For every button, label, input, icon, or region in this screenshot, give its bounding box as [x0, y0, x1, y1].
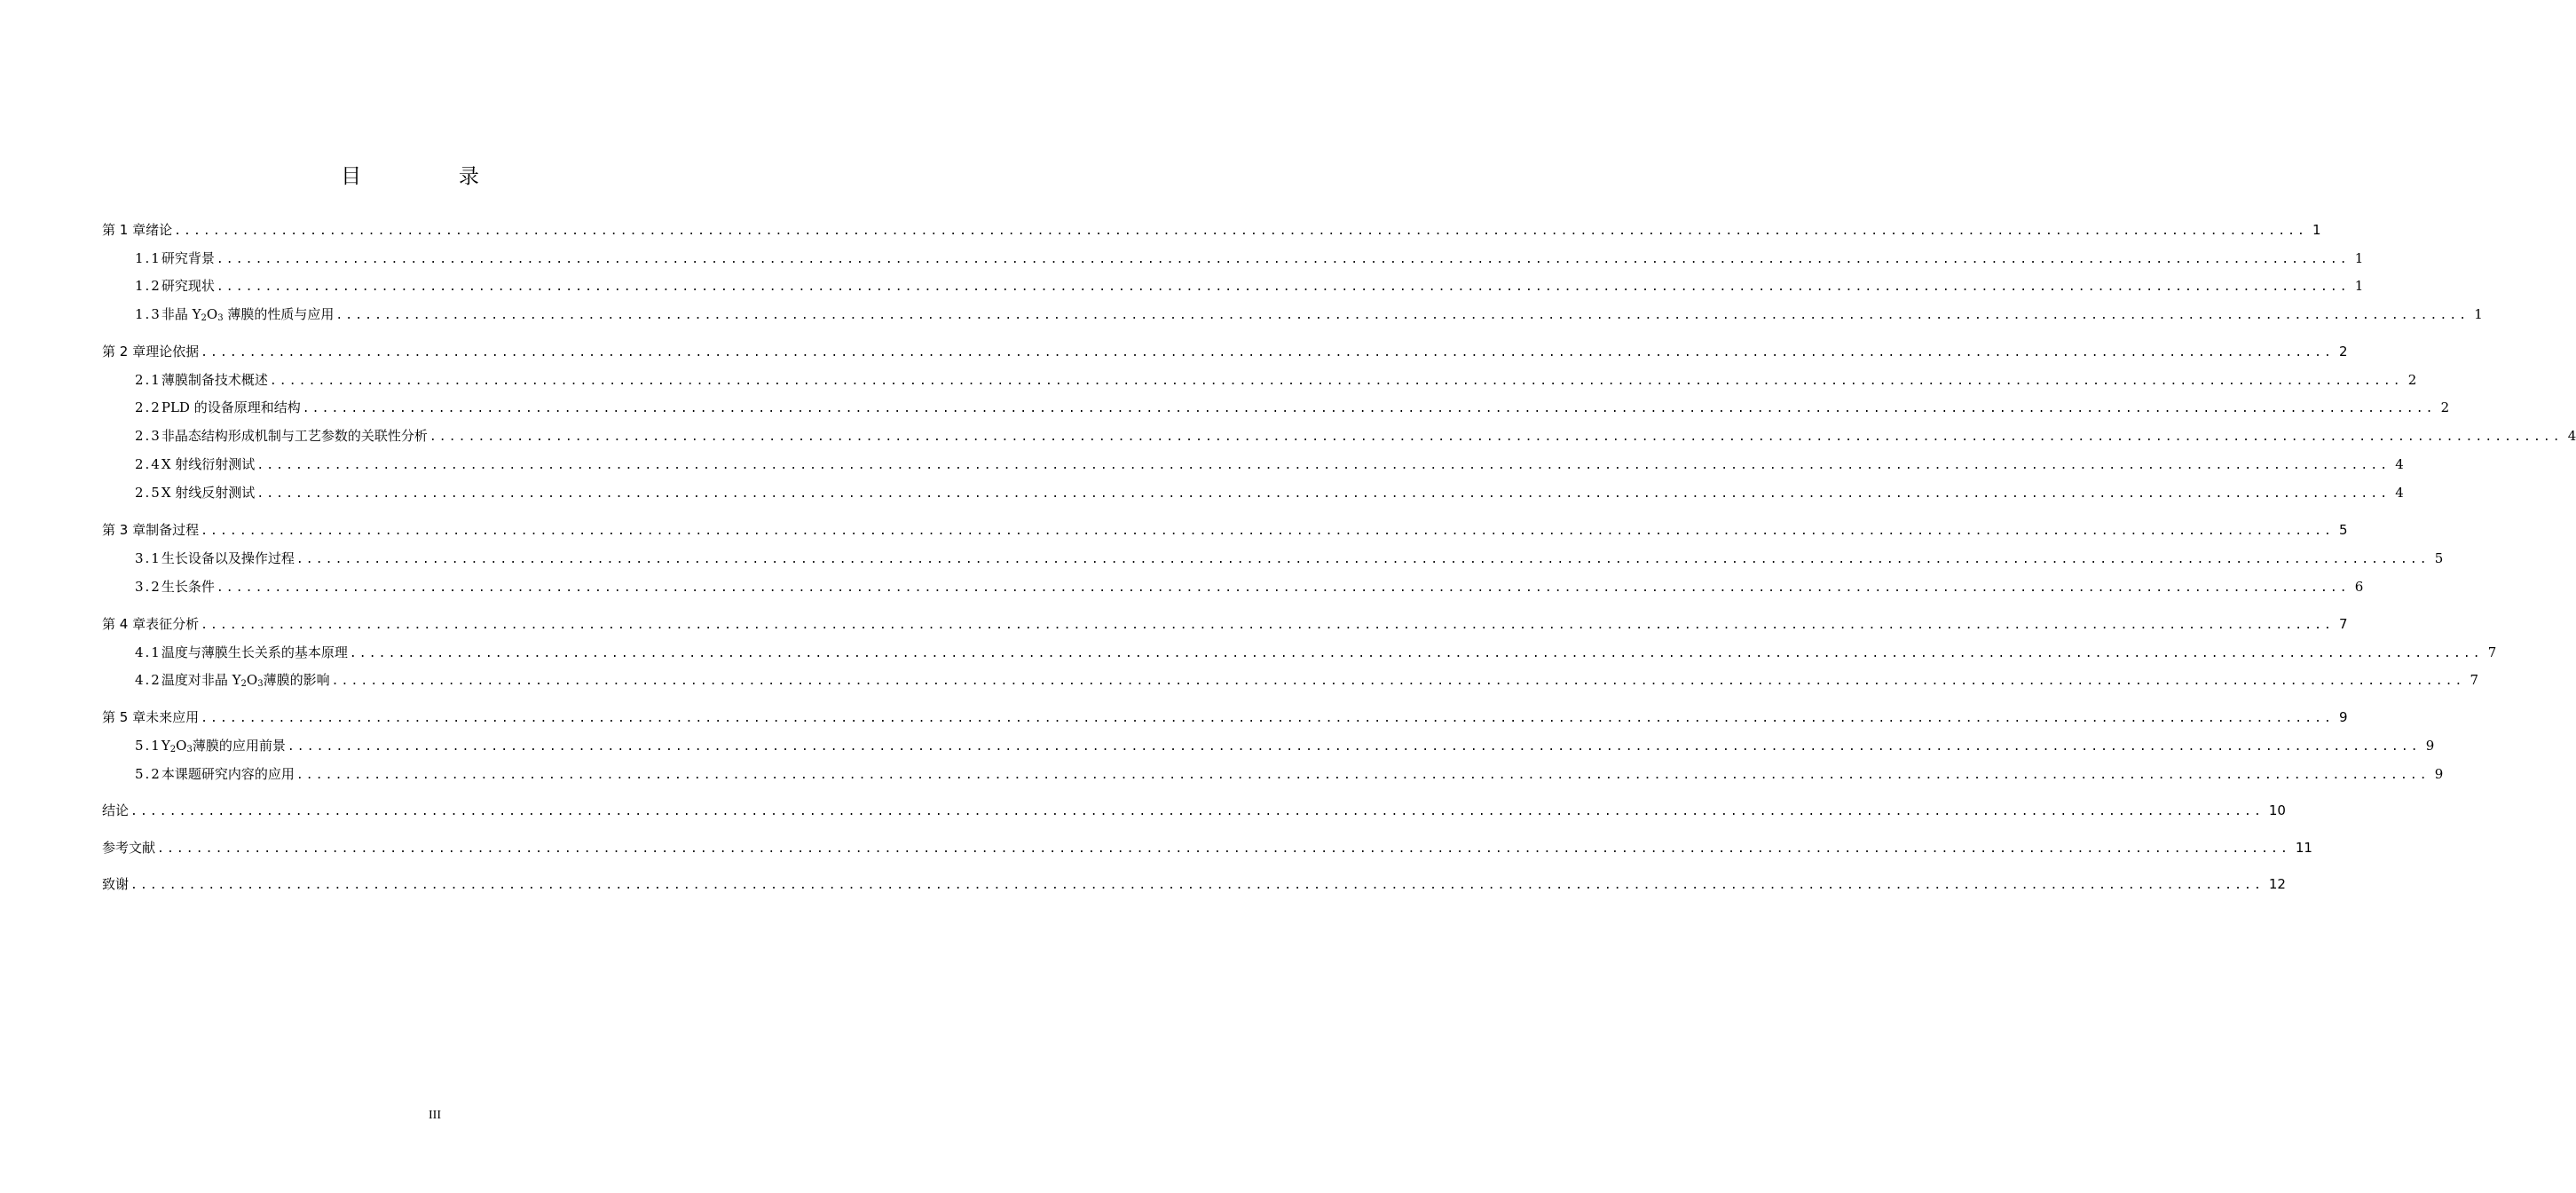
toc-entry-label: X 射线衍射测试 — [161, 456, 256, 472]
toc-entry-number: 第 2 章 — [102, 344, 146, 359]
dot-leader: ............................................................................................................................................................................................................................ — [256, 459, 2391, 472]
subscript: 2 — [201, 313, 207, 323]
toc-entry-label: 结论 — [102, 802, 130, 818]
toc-entry-label — [161, 669, 330, 691]
toc-entry-number: 第 5 章 — [102, 709, 146, 725]
toc-page-number: 12 — [2268, 876, 2286, 892]
toc-entry-number: 3.1 — [135, 550, 161, 566]
toc-entry-label: 表征分析 — [146, 616, 200, 632]
toc-entry-label: 生长设备以及操作过程 — [161, 550, 295, 566]
toc-page-number: 1 — [2312, 222, 2321, 238]
toc-section-entry[interactable] — [135, 669, 2479, 691]
toc-entry-label — [161, 304, 335, 325]
toc-entry-label: 薄膜制备技术概述 — [161, 372, 268, 388]
toc-section-entry[interactable] — [135, 548, 2444, 569]
toc-entry-number: 2.1 — [135, 372, 161, 388]
subscript: 3 — [217, 313, 224, 323]
subscript: 2 — [169, 745, 177, 755]
dot-leader: ............................................................................................................................................................................................................................ — [130, 805, 2264, 818]
dot-leader: ............................................................................................................................................................................................................................ — [174, 225, 2307, 238]
toc-entry-label: 研究背景 — [161, 250, 215, 266]
dot-leader: ............................................................................................................................................................................................................................ — [349, 647, 2483, 660]
toc-entry-label: 参考文献 — [102, 840, 156, 856]
dot-leader: ............................................................................................................................................................................................................................ — [429, 431, 2563, 444]
toc-entry-label: 非晶态结构形成机制与工艺参数的关联性分析 — [161, 428, 428, 444]
toc-entry-number: 4.2 — [135, 672, 161, 688]
toc-chapter-entry[interactable] — [102, 707, 2348, 728]
label-part: 薄膜的影响 — [263, 672, 330, 688]
toc-page-number: 5 — [2434, 550, 2444, 566]
toc-page-number: 7 — [2470, 672, 2479, 688]
toc-page-number: 9 — [2425, 738, 2435, 754]
toc-entry-number: 1.2 — [135, 278, 161, 294]
toc-title: 目 录 — [341, 165, 525, 187]
toc-section-entry[interactable] — [135, 248, 2364, 269]
toc-entry-label: 温度与薄膜生长关系的基本原理 — [161, 644, 348, 660]
toc-page-number: 6 — [2354, 579, 2364, 595]
toc-page-number: 10 — [2268, 802, 2286, 818]
toc-entry-number: 2.3 — [135, 428, 161, 444]
dot-leader: ............................................................................................................................................................................................................................ — [302, 402, 2436, 415]
toc-page-number: 1 — [2354, 250, 2364, 266]
toc-chapter-entry[interactable] — [102, 873, 2286, 895]
toc-page-number: 11 — [2295, 840, 2312, 856]
toc-entry-label: 未来应用 — [146, 709, 200, 725]
label-part: 温度对非晶 Y — [161, 672, 241, 688]
toc-section-entry[interactable] — [135, 576, 2364, 597]
toc-entry-number: 第 3 章 — [102, 522, 146, 538]
toc-chapter-entry[interactable] — [102, 341, 2348, 362]
toc-page-number: 4 — [2395, 456, 2404, 472]
dot-leader: ............................................................................................................................................................................................................................ — [331, 675, 2465, 688]
toc-page-number: 2 — [2407, 372, 2417, 388]
toc-chapter-entry[interactable] — [102, 613, 2348, 635]
toc-entry-label — [161, 735, 286, 756]
toc-section-entry[interactable] — [135, 425, 2576, 446]
dot-leader: ............................................................................................................................................................................................................................ — [216, 253, 2350, 266]
toc-section-entry[interactable] — [135, 735, 2435, 756]
dot-leader: ............................................................................................................................................................................................................................ — [201, 346, 2334, 359]
toc-entry-label: PLD 的设备原理和结构 — [161, 399, 301, 415]
subscript: 3 — [257, 679, 264, 689]
subscript: 3 — [186, 745, 193, 755]
toc-entry-label: 绪论 — [146, 222, 173, 238]
dot-leader: ............................................................................................................................................................................................................................ — [256, 487, 2391, 501]
toc-page-number: 7 — [2487, 644, 2497, 660]
dot-leader: ............................................................................................................................................................................................................................ — [201, 619, 2334, 632]
toc-entry-number: 1.3 — [135, 306, 161, 322]
toc-page-number: 1 — [2474, 306, 2483, 322]
toc-page-number: 7 — [2338, 616, 2348, 632]
toc-entry-label: 生长条件 — [161, 579, 215, 595]
toc-chapter-entry[interactable] — [102, 219, 2321, 241]
label-part: Y — [161, 738, 170, 754]
label-part: O — [206, 306, 218, 322]
toc-section-entry[interactable] — [135, 304, 2483, 325]
toc-chapter-entry[interactable] — [102, 800, 2286, 821]
toc-page-number: 4 — [2567, 428, 2576, 444]
label-part: 薄膜的性质与应用 — [223, 306, 335, 322]
toc-page-number: 5 — [2338, 522, 2348, 538]
dot-leader: ............................................................................................................................................................................................................................ — [157, 842, 2290, 856]
dot-leader: ............................................................................................................................................................................................................................ — [295, 769, 2430, 782]
dot-leader: ............................................................................................................................................................................................................................ — [287, 740, 2421, 754]
toc-entry-label: 制备过程 — [146, 522, 200, 538]
toc-section-entry[interactable] — [135, 397, 2450, 418]
toc-entry-number: 第 4 章 — [102, 616, 146, 632]
dot-leader: ............................................................................................................................................................................................................................ — [269, 375, 2403, 388]
toc-chapter-entry[interactable] — [102, 837, 2312, 858]
toc-entry-number: 2.4 — [135, 456, 161, 472]
toc-page-number: 4 — [2395, 485, 2404, 501]
toc-entry-number: 2.2 — [135, 399, 161, 415]
subscript: 2 — [240, 679, 247, 689]
dot-leader: ............................................................................................................................................................................................................................ — [130, 879, 2264, 892]
dot-leader: ............................................................................................................................................................................................................................ — [295, 553, 2430, 566]
label-part: O — [246, 672, 258, 688]
dot-leader: ............................................................................................................................................................................................................................ — [201, 525, 2334, 538]
toc-section-entry[interactable] — [135, 454, 2404, 475]
dot-leader: ............................................................................................................................................................................................................................ — [201, 712, 2334, 725]
toc-entry-number: 第 1 章 — [102, 222, 146, 238]
toc-section-entry[interactable] — [135, 369, 2417, 391]
toc-page-number: 9 — [2338, 709, 2348, 725]
toc-entry-number: 4.1 — [135, 644, 161, 660]
toc-entry-number: 3.2 — [135, 579, 161, 595]
dot-leader: ............................................................................................................................................................................................................................ — [335, 309, 2470, 322]
toc-section-entry[interactable] — [135, 482, 2404, 503]
toc-entry-number: 5.2 — [135, 766, 161, 782]
label-part: 薄膜的应用前景 — [192, 738, 286, 754]
dot-leader: ............................................................................................................................................................................................................................ — [216, 280, 2350, 294]
toc-page-number: 2 — [2338, 344, 2348, 359]
toc-entry-label: 致谢 — [102, 876, 130, 892]
label-part: O — [176, 738, 187, 754]
toc-entry-number: 5.1 — [135, 738, 161, 754]
toc-section-entry[interactable] — [135, 763, 2444, 785]
page-number: III — [429, 1109, 441, 1122]
toc-entry-label: X 射线反射测试 — [161, 485, 256, 501]
toc-section-entry[interactable] — [135, 642, 2497, 663]
toc-entry-number: 2.5 — [135, 485, 161, 501]
toc-section-entry[interactable] — [135, 275, 2364, 296]
toc-entry-label: 本课题研究内容的应用 — [161, 766, 295, 782]
toc-entry-label: 理论依据 — [146, 344, 200, 359]
dot-leader: ............................................................................................................................................................................................................................ — [216, 581, 2350, 595]
toc-entry-number: 1.1 — [135, 250, 161, 266]
toc-entry-label: 研究现状 — [161, 278, 215, 294]
toc-page-number: 9 — [2434, 766, 2444, 782]
toc-chapter-entry[interactable] — [102, 519, 2348, 541]
label-part: 非晶 Y — [161, 306, 201, 322]
toc-page-number: 1 — [2354, 278, 2364, 294]
toc-page-number: 2 — [2440, 399, 2450, 415]
